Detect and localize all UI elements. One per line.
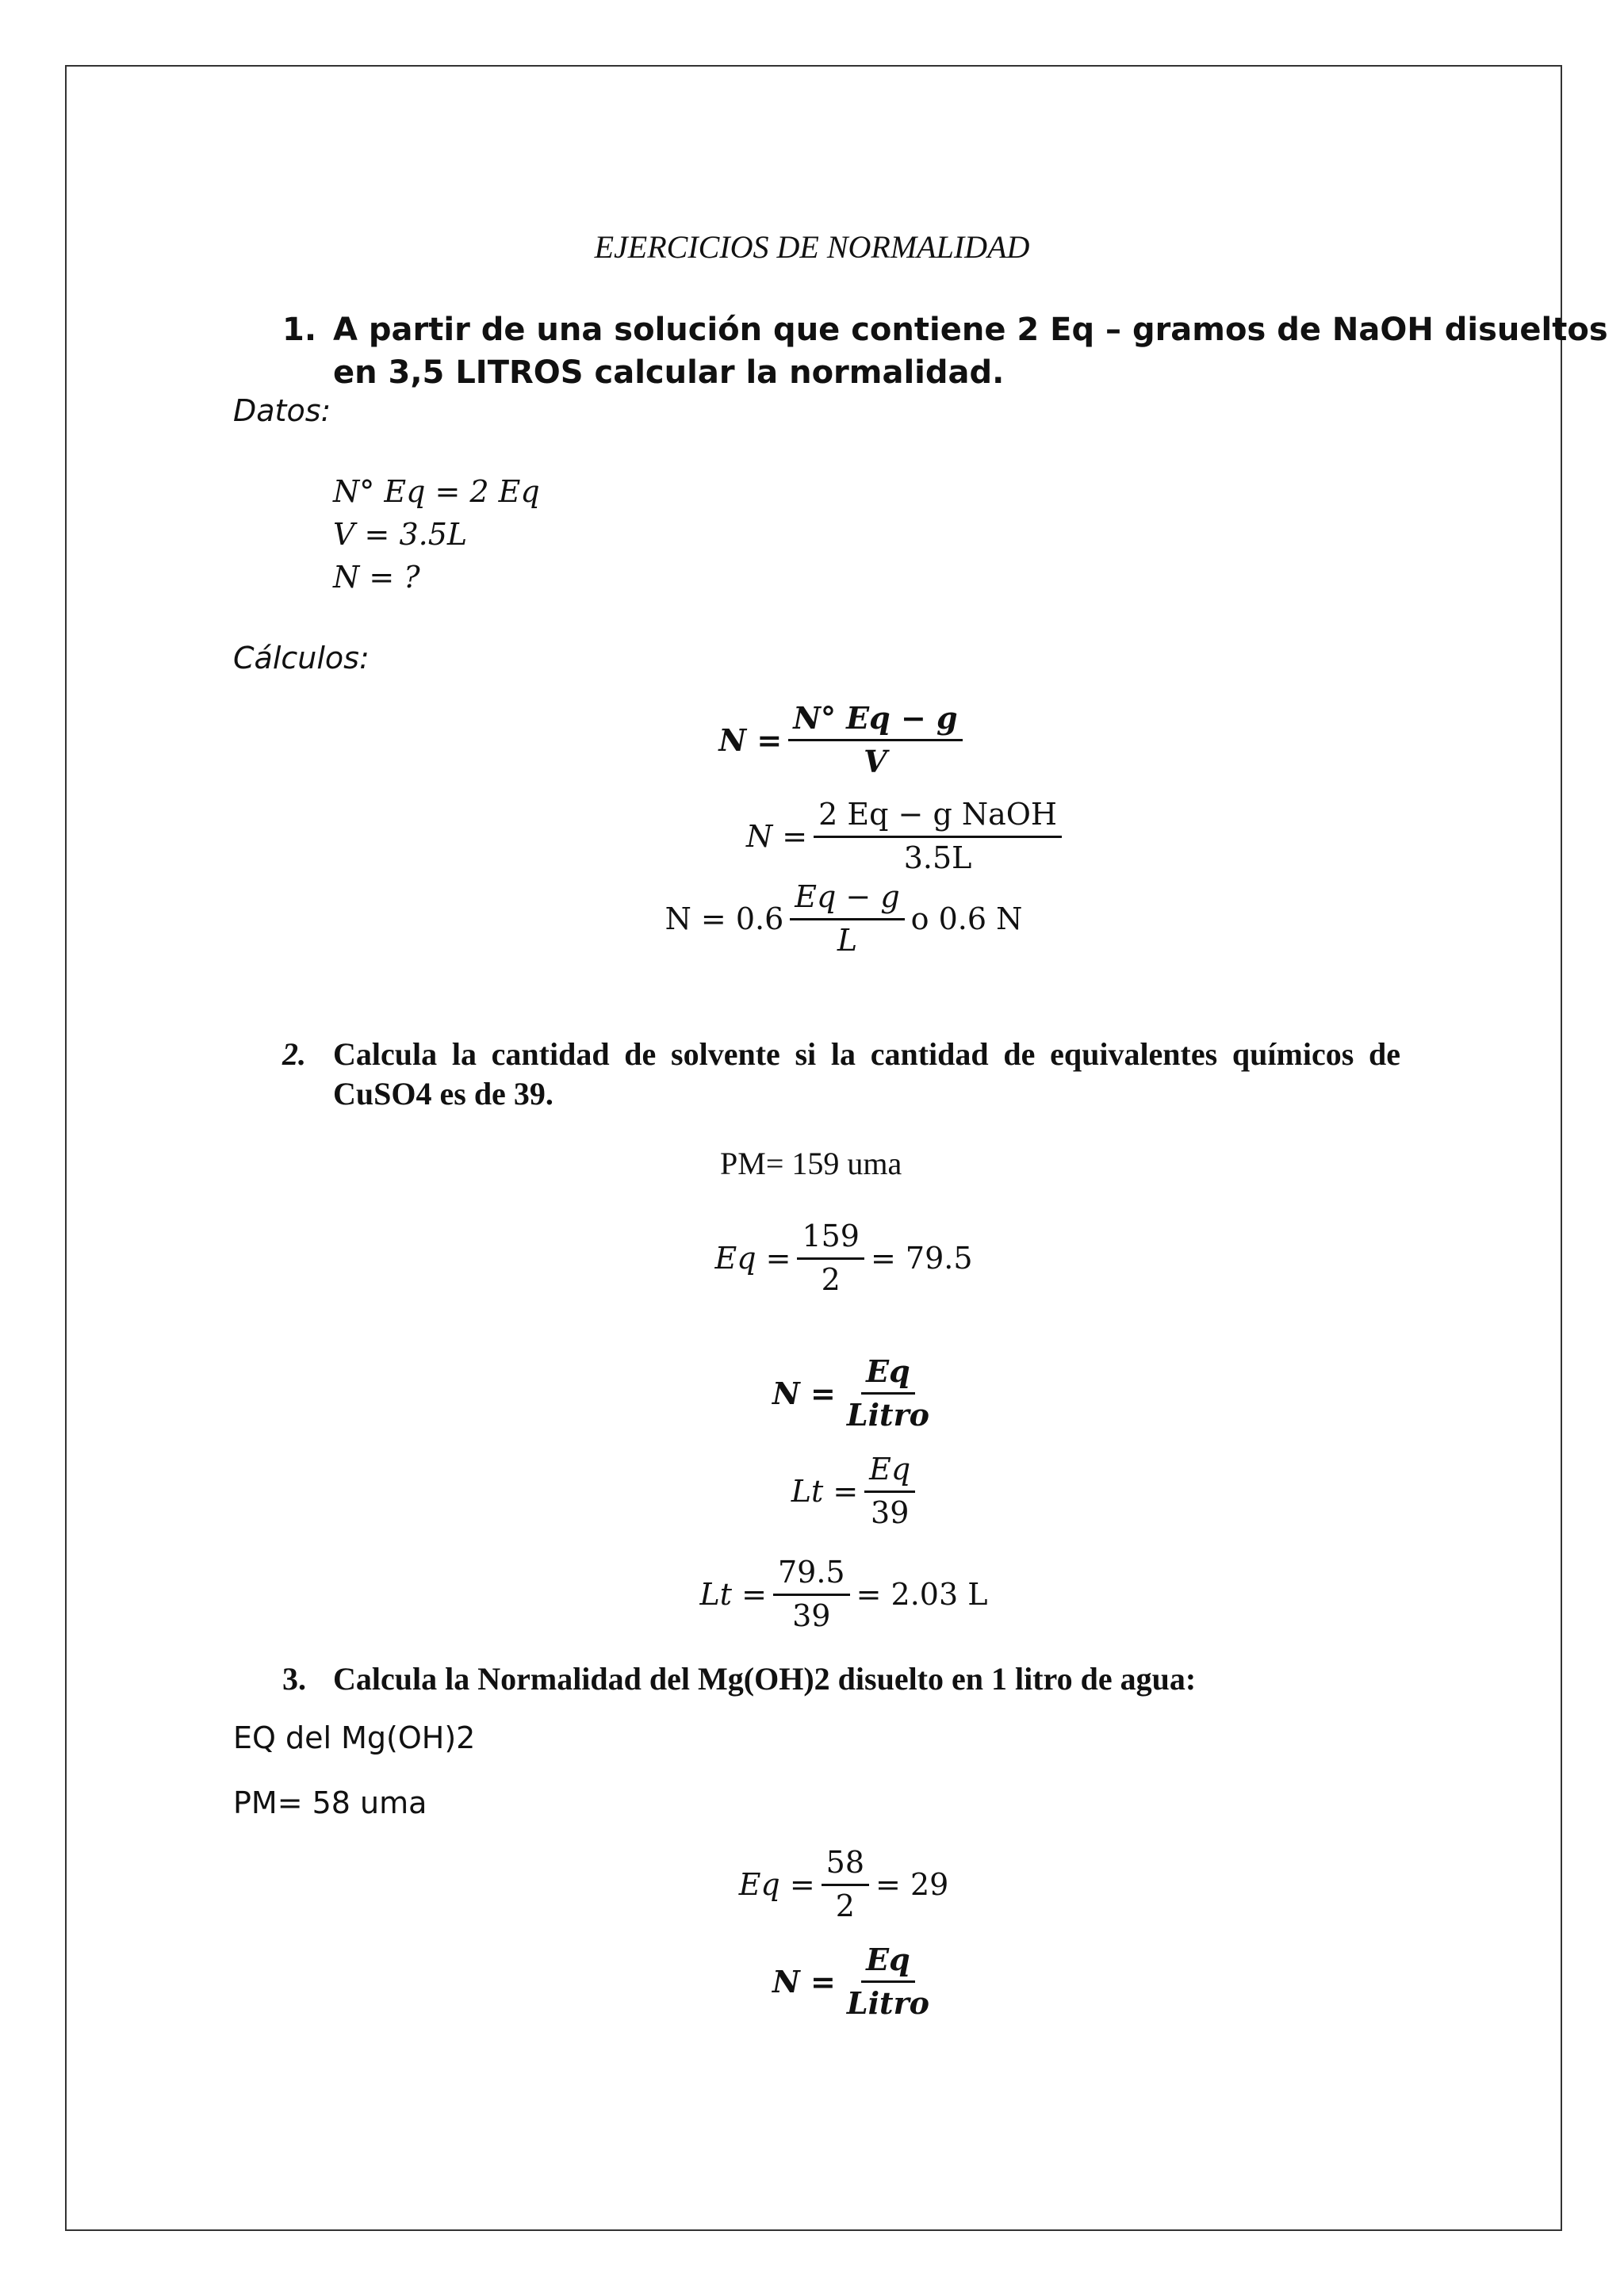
- q2-normal-formula: [44, 1354, 1624, 1432]
- formula-lhs: N =: [745, 819, 808, 855]
- q2-eq: [32, 1219, 1624, 1297]
- denominator: 39: [871, 1494, 910, 1530]
- q1-data-line: V = 3.5L: [333, 517, 468, 552]
- q3-normal-formula: [44, 1942, 1624, 2020]
- q3-eq: [32, 1846, 1624, 1923]
- formula-rhs: = 29: [875, 1867, 949, 1903]
- formula-lhs: Lt =: [791, 1474, 859, 1510]
- fraction: [797, 1219, 864, 1297]
- document-title: EJERCICIOS DE NORMALIDAD: [594, 229, 1030, 265]
- q1-step2: [32, 880, 1624, 958]
- numerator: 79.5: [773, 1556, 850, 1596]
- numerator: Eq: [861, 1354, 915, 1395]
- fraction: [814, 798, 1062, 875]
- q1-calculos-label: Cálculos:: [233, 641, 370, 675]
- q1-text-line1: A partir de una solución que contiene 2 Eq – gramos de NaOH disueltos: [333, 312, 1608, 348]
- q3-pm: PM= 58 uma: [233, 1785, 427, 1820]
- numerator: Eq − g: [790, 880, 904, 920]
- fraction: [842, 1942, 934, 2020]
- numerator: 2 Eq − g NaOH: [814, 798, 1062, 838]
- q3-number: 3.: [282, 1661, 306, 1697]
- numerator: 58: [822, 1846, 869, 1886]
- numerator: N° Eq − g: [788, 701, 962, 741]
- formula-lhs: Eq =: [714, 1241, 791, 1276]
- formula-lhs: Eq =: [738, 1867, 815, 1903]
- denominator: L: [837, 922, 858, 958]
- denominator: V: [864, 743, 887, 779]
- formula-rhs: = 79.5: [870, 1241, 973, 1276]
- q1-data-line: N = ?: [333, 560, 420, 595]
- numerator: Eq: [861, 1942, 915, 1983]
- q2-text-line1: Calcula la cantidad de solvente si la cantidad de equivalentes químicos de: [333, 1036, 1400, 1072]
- denominator: Litro: [846, 1984, 929, 2021]
- q1-datos-label: Datos:: [233, 393, 331, 428]
- formula-rhs: = 2.03 L: [856, 1577, 988, 1613]
- numerator: 159: [797, 1219, 864, 1260]
- q2-number: 2.: [282, 1036, 306, 1072]
- denominator: 2: [821, 1261, 841, 1297]
- formula-lhs: N = 0.6: [665, 901, 784, 937]
- q1-step1: [95, 798, 1624, 875]
- fraction: [790, 880, 904, 958]
- denominator: 39: [792, 1598, 831, 1633]
- q1-formula: [32, 701, 1624, 779]
- denominator: Litro: [846, 1396, 929, 1433]
- q2-text-line2: CuSO4 es de 39.: [333, 1076, 553, 1112]
- formula-rhs: o 0.6 N: [910, 901, 1023, 937]
- denominator: 2: [835, 1888, 855, 1923]
- numerator: Eq: [864, 1452, 915, 1493]
- formula-lhs: N =: [772, 1963, 836, 1999]
- q1-number: 1.: [282, 312, 317, 348]
- q1-text-line2: en 3,5 LITROS calcular la normalidad.: [333, 354, 1005, 391]
- fraction: [788, 701, 962, 779]
- fraction: [864, 1452, 915, 1530]
- fraction: [773, 1556, 850, 1633]
- q3-eq-label: EQ del Mg(OH)2: [233, 1720, 476, 1755]
- q1-data-line: N° Eq = 2 Eq: [333, 474, 540, 509]
- formula-lhs: N =: [718, 721, 783, 758]
- fraction: [822, 1846, 869, 1923]
- formula-lhs: Lt =: [699, 1577, 767, 1613]
- fraction: [842, 1354, 934, 1432]
- q2-lt-result: [32, 1556, 1624, 1633]
- denominator: 3.5L: [903, 840, 972, 875]
- formula-lhs: N =: [772, 1375, 836, 1411]
- q2-pm: PM= 159 uma: [720, 1146, 902, 1181]
- q3-text: Calcula la Normalidad del Mg(OH)2 disuelto en 1 litro de agua:: [333, 1661, 1197, 1697]
- q2-lt-formula: [44, 1452, 1624, 1530]
